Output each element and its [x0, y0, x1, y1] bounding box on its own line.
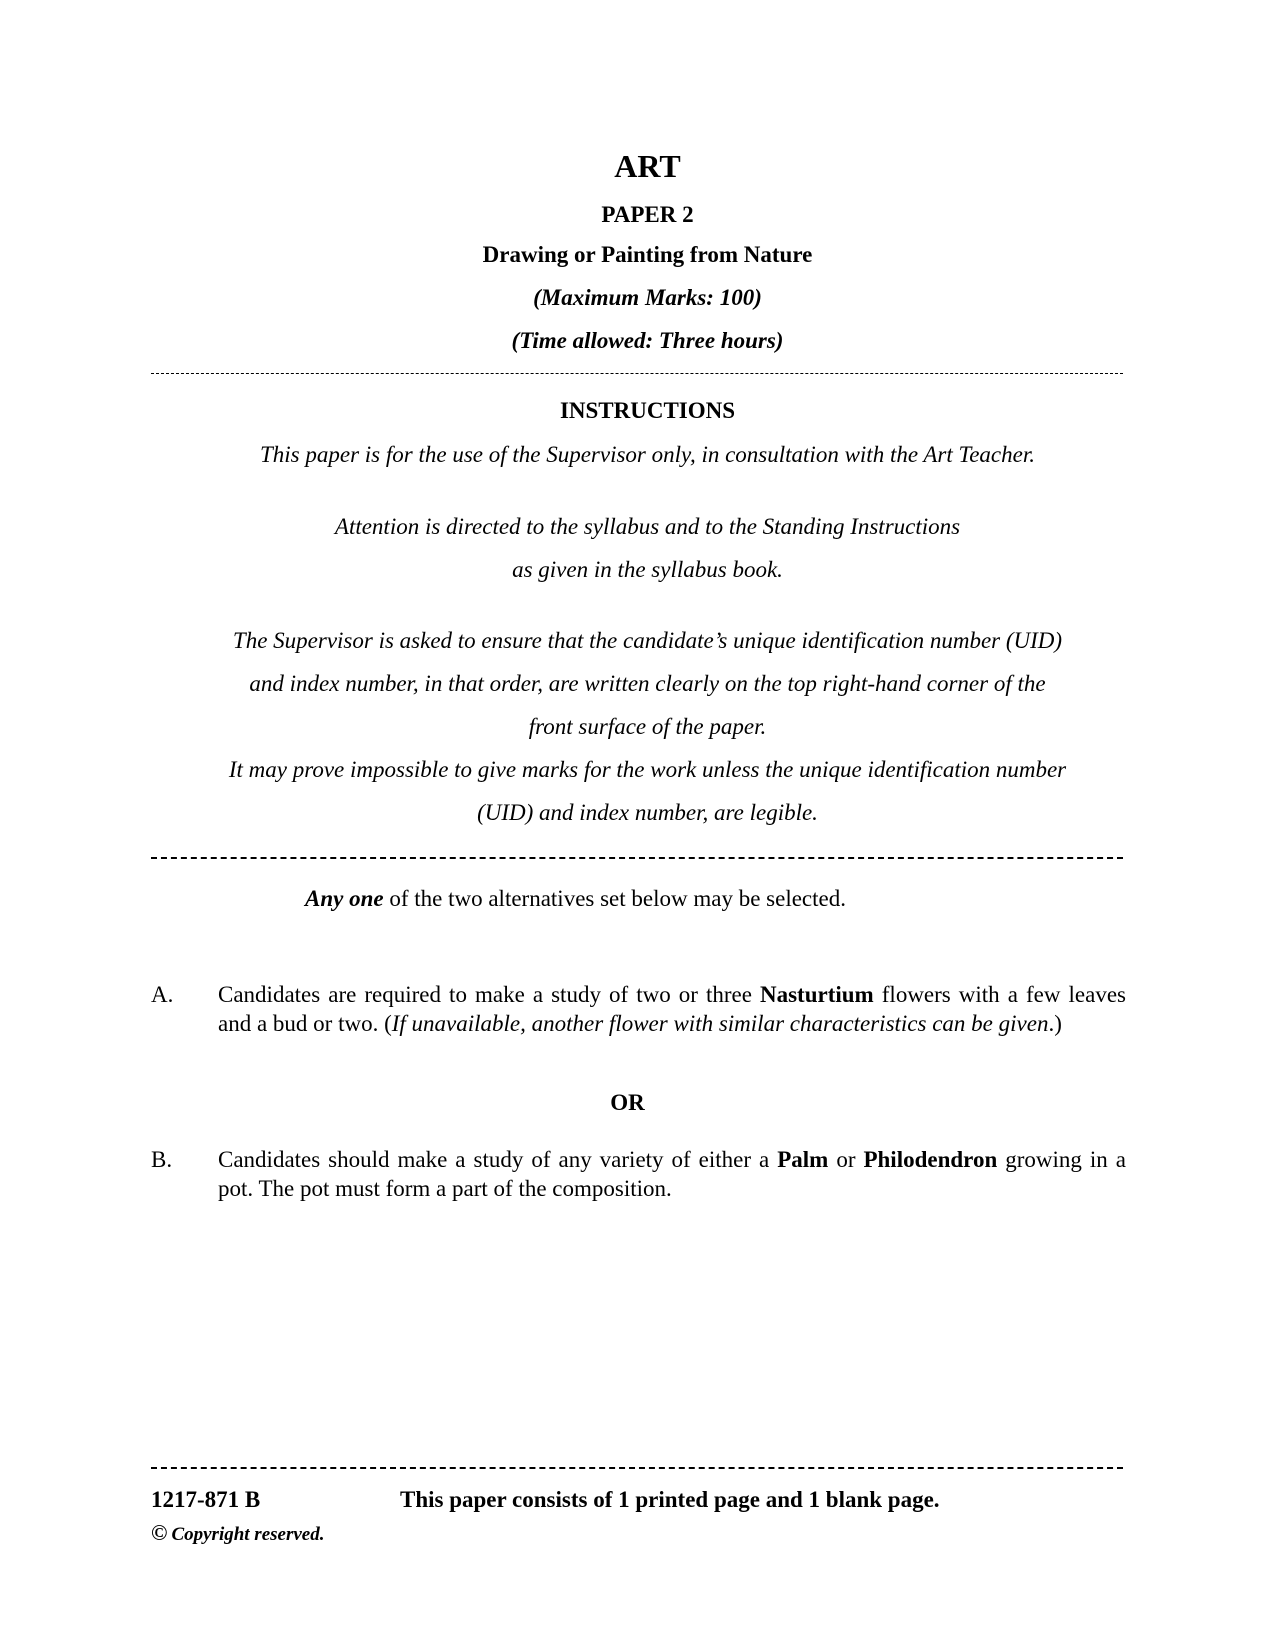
- divider-bottom: [151, 1467, 1123, 1469]
- instruction-line-6: front surface of the paper.: [528, 714, 767, 739]
- instruction-line-4: The Supervisor is asked to ensure that the candidate’s unique identification number (UID): [232, 628, 1063, 653]
- option-b-mid: or: [828, 1147, 864, 1172]
- selection-note: [305, 886, 846, 912]
- or-separator: OR: [610, 1090, 645, 1115]
- instructions-heading: INSTRUCTIONS: [559, 398, 736, 423]
- divider-top: [151, 373, 1123, 374]
- page-title: ART: [614, 148, 681, 184]
- copyright-symbol: ©: [151, 1520, 168, 1545]
- option-a-text-before: Candidates are required to make a study of two or three: [218, 982, 760, 1007]
- paper-number: PAPER 2: [601, 202, 694, 227]
- option-b-text-before: Candidates should make a study of any variety of either a: [218, 1147, 778, 1172]
- option-a-text-end: .): [1048, 1011, 1062, 1036]
- option-b-text-after: growing in a pot. The pot must form a part of the composition.: [218, 1147, 1126, 1201]
- instruction-line-3: as given in the syllabus book.: [512, 557, 783, 582]
- selection-emphasis: Any one: [305, 886, 384, 911]
- instruction-line-8: (UID) and index number, are legible.: [477, 800, 818, 825]
- paper-subject: Drawing or Painting from Nature: [482, 242, 813, 267]
- time-allowed: (Time allowed: Three hours): [511, 328, 784, 353]
- instruction-line-1: This paper is for the use of the Supervisor only, in consultation with the Art Teacher.: [260, 442, 1035, 467]
- paper-code: 1217-871 B: [151, 1487, 261, 1512]
- option-b-plant-1: Palm: [777, 1147, 829, 1172]
- divider-middle: [151, 857, 1123, 859]
- instruction-line-7: It may prove impossible to give marks for the work unless the unique identification number: [228, 757, 1067, 782]
- selection-rest: of the two alternatives set below may be selected.: [383, 886, 846, 911]
- option-b-text: [218, 1145, 1126, 1203]
- option-a-text: [218, 980, 1126, 1038]
- option-a-label: A.: [151, 982, 174, 1007]
- option-a-text-after: flowers with a few leaves and a bud or two. (: [218, 982, 1126, 1036]
- option-a-flower: Nasturtium: [759, 982, 874, 1007]
- copyright-notice: [151, 1520, 324, 1546]
- option-b-label: B.: [151, 1147, 173, 1172]
- option-b-plant-2: Philodendron: [863, 1147, 998, 1172]
- maximum-marks: (Maximum Marks: 100): [533, 285, 762, 310]
- instruction-line-5: and index number, in that order, are written clearly on the top right-hand corner of the: [249, 671, 1046, 696]
- copyright-text: Copyright reserved.: [171, 1524, 325, 1545]
- page-count-note: This paper consists of 1 printed page and 1 blank page.: [400, 1487, 940, 1512]
- option-a-alternative: If unavailable, another flower with similar characteristics can be given: [391, 1011, 1049, 1036]
- instruction-line-2: Attention is directed to the syllabus and to the Standing Instructions: [334, 514, 961, 539]
